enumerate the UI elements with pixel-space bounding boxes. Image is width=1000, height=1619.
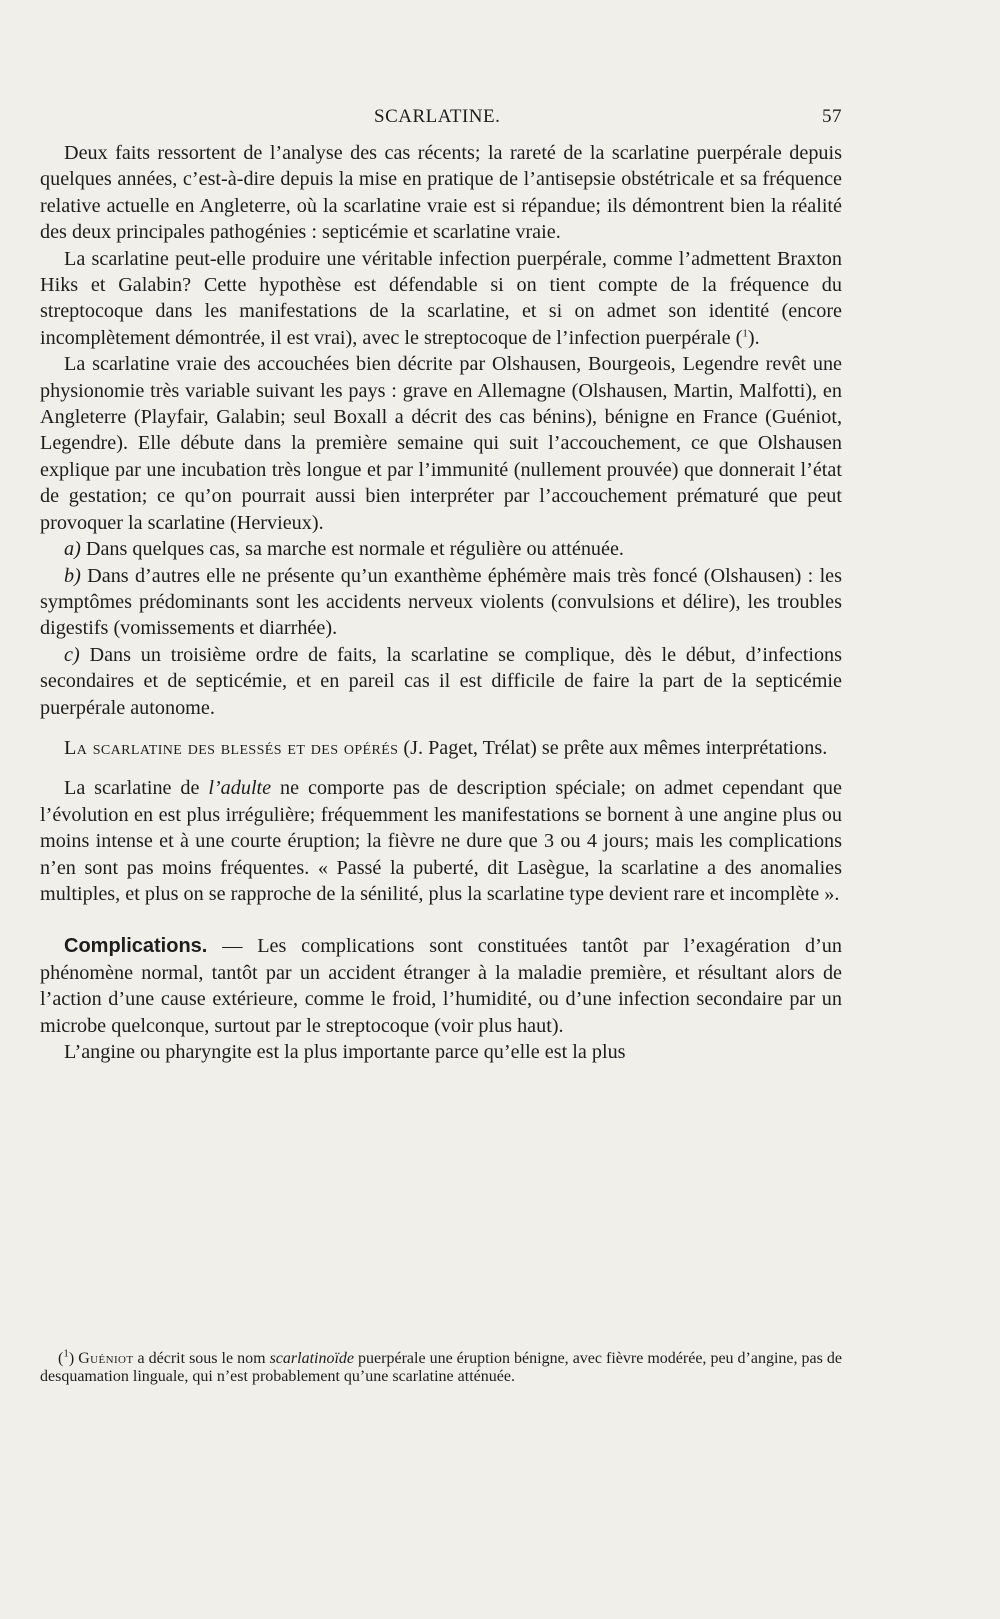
list-item-a [40,536,842,562]
small-caps-heading: La scarlatine des blessés et des opérés [64,736,399,759]
footnote-author: Guéniot [78,1350,134,1367]
paragraph-infection-question-text: La scarlatine peut-elle produire une véritable infection puerpérale, comme l’admettent Braxton Hiks et Galabin? Cette hypothèse est défendable si on tient compte de la fréquence du streptocoque dans les manifestations de la scarlatine, et si on admet son identité (encore incomplètement démontrée, il est vrai), avec le streptocoque de l’infection puerpérale ( [40,247,842,349]
footnote-text-b: puerpérale une éruption bénigne, avec fièvre modérée, peu d’angine, pas de desquamation linguale, qui n’est probablement qu’une scarlatine atténuée. [40,1350,843,1385]
body-text [40,140,842,1065]
page-number: 57 [822,106,842,127]
list-marker-b: b) [64,564,81,587]
paragraph-adult-start: La scarlatine de [64,777,209,800]
footnote-marker: 1 [63,1347,69,1360]
list-item-a-text: Dans quelques cas, sa marche est normale et régulière ou atténuée. [80,538,624,561]
list-item-b-text: Dans d’autres elle ne présente qu’un exanthème éphémère mais très foncé (Olshausen) : les symptômes prédominants sont les accidents nerveux violents (convulsions et délire), les troubles digestifs (vomissements et diarrhée). [40,564,842,640]
footnote: ($^1$) Guéniot a décrit sous le nom scarlatinoïde puerpérale une éruption bénigne, avec fièvre modérée, peu d’angine, pas de desquamation linguale, qui n’est probablement qu’une scarlatine atténuée. [40,1347,843,1385]
list-item-b [40,563,842,642]
paragraph-complications-text: — Les complications sont constituées tantôt par l’exagération d’un phénomène normal, tantôt par un accident étranger à la maladie première, et résultant alors de l’action d’une cause extérieure, comme le froid, l’humidité, ou d’une infection secondaire par un microbe quelconque, surtout par le streptocoque (voir plus haut). [40,935,842,1037]
list-marker-a: a) [64,538,81,561]
footnote-text-a: a décrit sous le nom [133,1350,270,1367]
footnote-term: scarlatinoïde [269,1350,355,1367]
paragraph-analysis: Deux faits ressortent de l’analyse des cas récents; la rareté de la scarlatine puerpérale depuis quelques années, c’est-à-dire depuis la mise en pratique de l’antisepsie obstétricale et sa fréquence relative actuelle en Angleterre, où la scarlatine vraie est si répandue; ils démontrent bien la réalité des deux principales pathogénies : septicémie et scarlatine vraie. [40,142,842,244]
list-marker-c: c) [64,643,80,666]
paragraph-adult-emphasis: l’adulte [208,777,272,800]
paragraph-true-scarlatina: La scarlatine vraie des accouchées bien décrite par Olshausen, Bourgeois, Legendre revêt une physionomie très variable suivant les pays : grave en Allemagne (Olshausen, Martin, Malfotti), en Angleterre (Playfair, Galabin; seul Boxall a décrit des cas bénins), bénigne en France (Guéniot, Legendre). Elle débute dans la première semaine qui suit l’accouchement, ce que Olshausen explique par une incubation très longue et par l’immunité (nullement prouvée) que donnerait l’état de gestation; ce qu’on pourrait aussi bien interpréter par l’accouchement prématuré que peut provoquer la scarlatine (Hervieux). [40,353,842,534]
paragraph-wounded-text: (J. Paget, Trélat) se prête aux mêmes interprétations. [398,736,828,759]
running-title: SCARLATINE. [374,106,501,127]
paragraph-infection-question-end: ). [747,326,760,349]
paragraph-adult-text: ne comporte pas de description spéciale; on admet cependant que l’évolution en est plus irrégulière; fréquemment les manifestations se bornent à une angine plus ou moins intense et à une courte éruption; la fièvre ne dure que 3 ou 4 jours; mais les complications n’en sont pas moins fréquentes. « Passé la puberté, dit Lasègue, la scarlatine a des anomalies multiples, et plus on se rapproche de la sénilité, plus la scarlatine type devient rare et incomplète ». [40,777,842,905]
section-heading-complications: Complications. [64,935,208,958]
paragraph-angina: L’angine ou pharyngite est la plus importante parce qu’elle est la plus [64,1041,626,1063]
footnote-reference: 1 [742,327,748,340]
paragraph-wounded [40,735,842,761]
paragraph-complications [40,933,842,1039]
paragraph-infection-question [40,246,842,352]
list-item-c [40,642,842,721]
list-item-c-text: Dans un troisième ordre de faits, la scarlatine se complique, dès le début, d’infections secondaires et de septicémie, et en pareil cas il est difficile de faire la part de la septicémie puerpérale autonome. [40,643,842,719]
footnotes [40,1347,843,1386]
paragraph-adult [40,775,842,907]
